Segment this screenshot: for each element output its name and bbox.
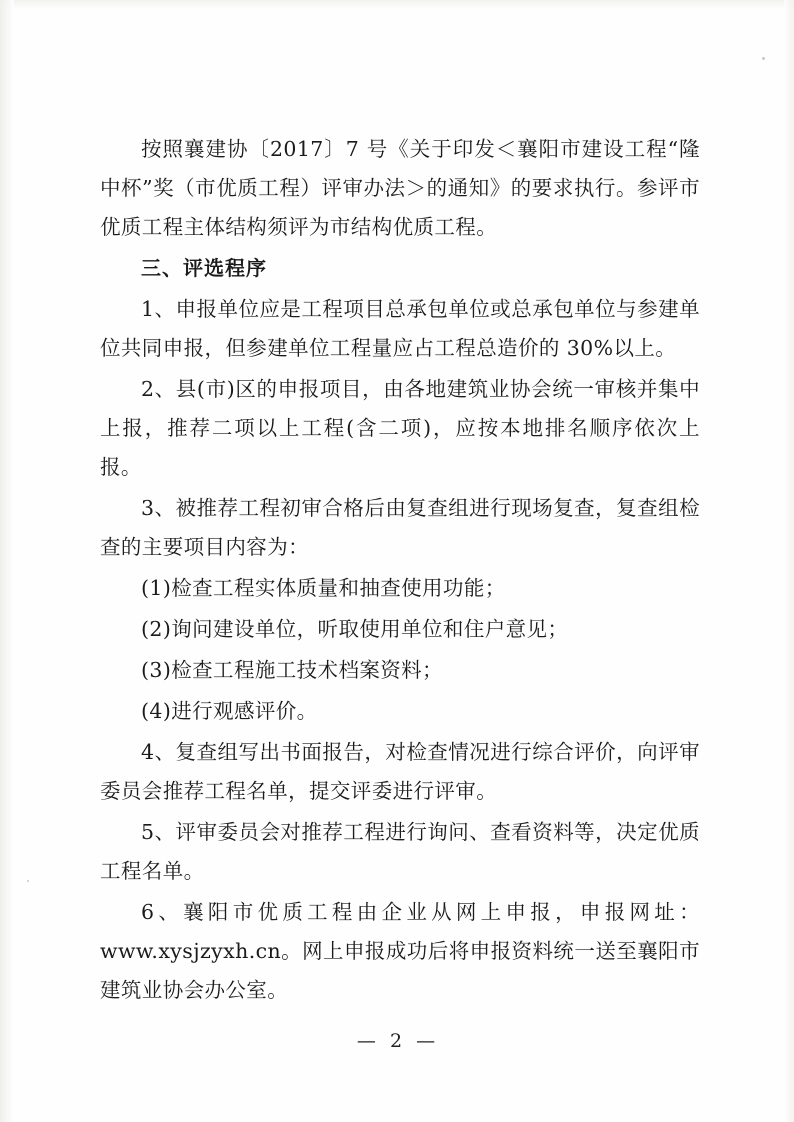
paragraph-item-2: 2、县(市)区的申报项目，由各地建筑业协会统一审核并集中上报，推荐二项以上工程(含二项)，应按本地排名顺序依次上报。 xyxy=(100,377,700,479)
paragraph-item-3-sub-4: (4)进行观感评价。 xyxy=(141,699,318,723)
footer-dash-right: — xyxy=(416,1030,438,1052)
paragraph-item-3: 3、被推荐工程初审合格后由复查组进行现场复查，复查组检查的主要项目内容为： xyxy=(100,496,700,559)
scan-edge-right xyxy=(784,0,794,1122)
scan-edge-top xyxy=(0,0,794,10)
page-number: 2 xyxy=(389,1030,405,1052)
paragraph-item-3-sub-2: (2)询问建设单位，听取使用单位和住户意见； xyxy=(141,617,569,641)
scan-edge-left xyxy=(0,0,14,1122)
scan-speck xyxy=(762,57,765,60)
paragraph-item-3-sub-1: (1)检查工程实体质量和抽查使用功能； xyxy=(141,576,506,600)
footer-dash-left: — xyxy=(356,1030,378,1052)
page-footer xyxy=(0,1030,794,1052)
section-heading-three: 三、评选程序 xyxy=(141,256,267,280)
paragraph-item-4: 4、复查组写出书面报告，对检查情况进行综合评价，向评审委员会推荐工程名单，提交评委进行评审。 xyxy=(100,740,700,803)
scan-speck xyxy=(27,880,29,882)
paragraph-item-1: 1、申报单位应是工程项目总承包单位或总承包单位与参建单位共同申报，但参建单位工程量应占工程总造价的 30%以上。 xyxy=(100,297,700,360)
paragraph-reference: 按照襄建协〔2017〕7 号《关于印发＜襄阳市建设工程“隆中杯”奖（市优质工程）评审办法＞的通知》的要求执行。参评市优质工程主体结构须评为市结构优质工程。 xyxy=(100,137,700,239)
document-body xyxy=(100,130,700,1012)
paragraph-item-6: 6、襄阳市优质工程由企业从网上申报，申报网址：www.xysjzyxh.cn。网上申报成功后将申报资料统一送至襄阳市建筑业协会办公室。 xyxy=(100,900,700,1002)
paragraph-item-3-sub-3: (3)检查工程施工技术档案资料； xyxy=(141,658,443,682)
paragraph-item-5: 5、评审委员会对推荐工程进行询问、查看资料等，决定优质工程名单。 xyxy=(100,820,700,883)
